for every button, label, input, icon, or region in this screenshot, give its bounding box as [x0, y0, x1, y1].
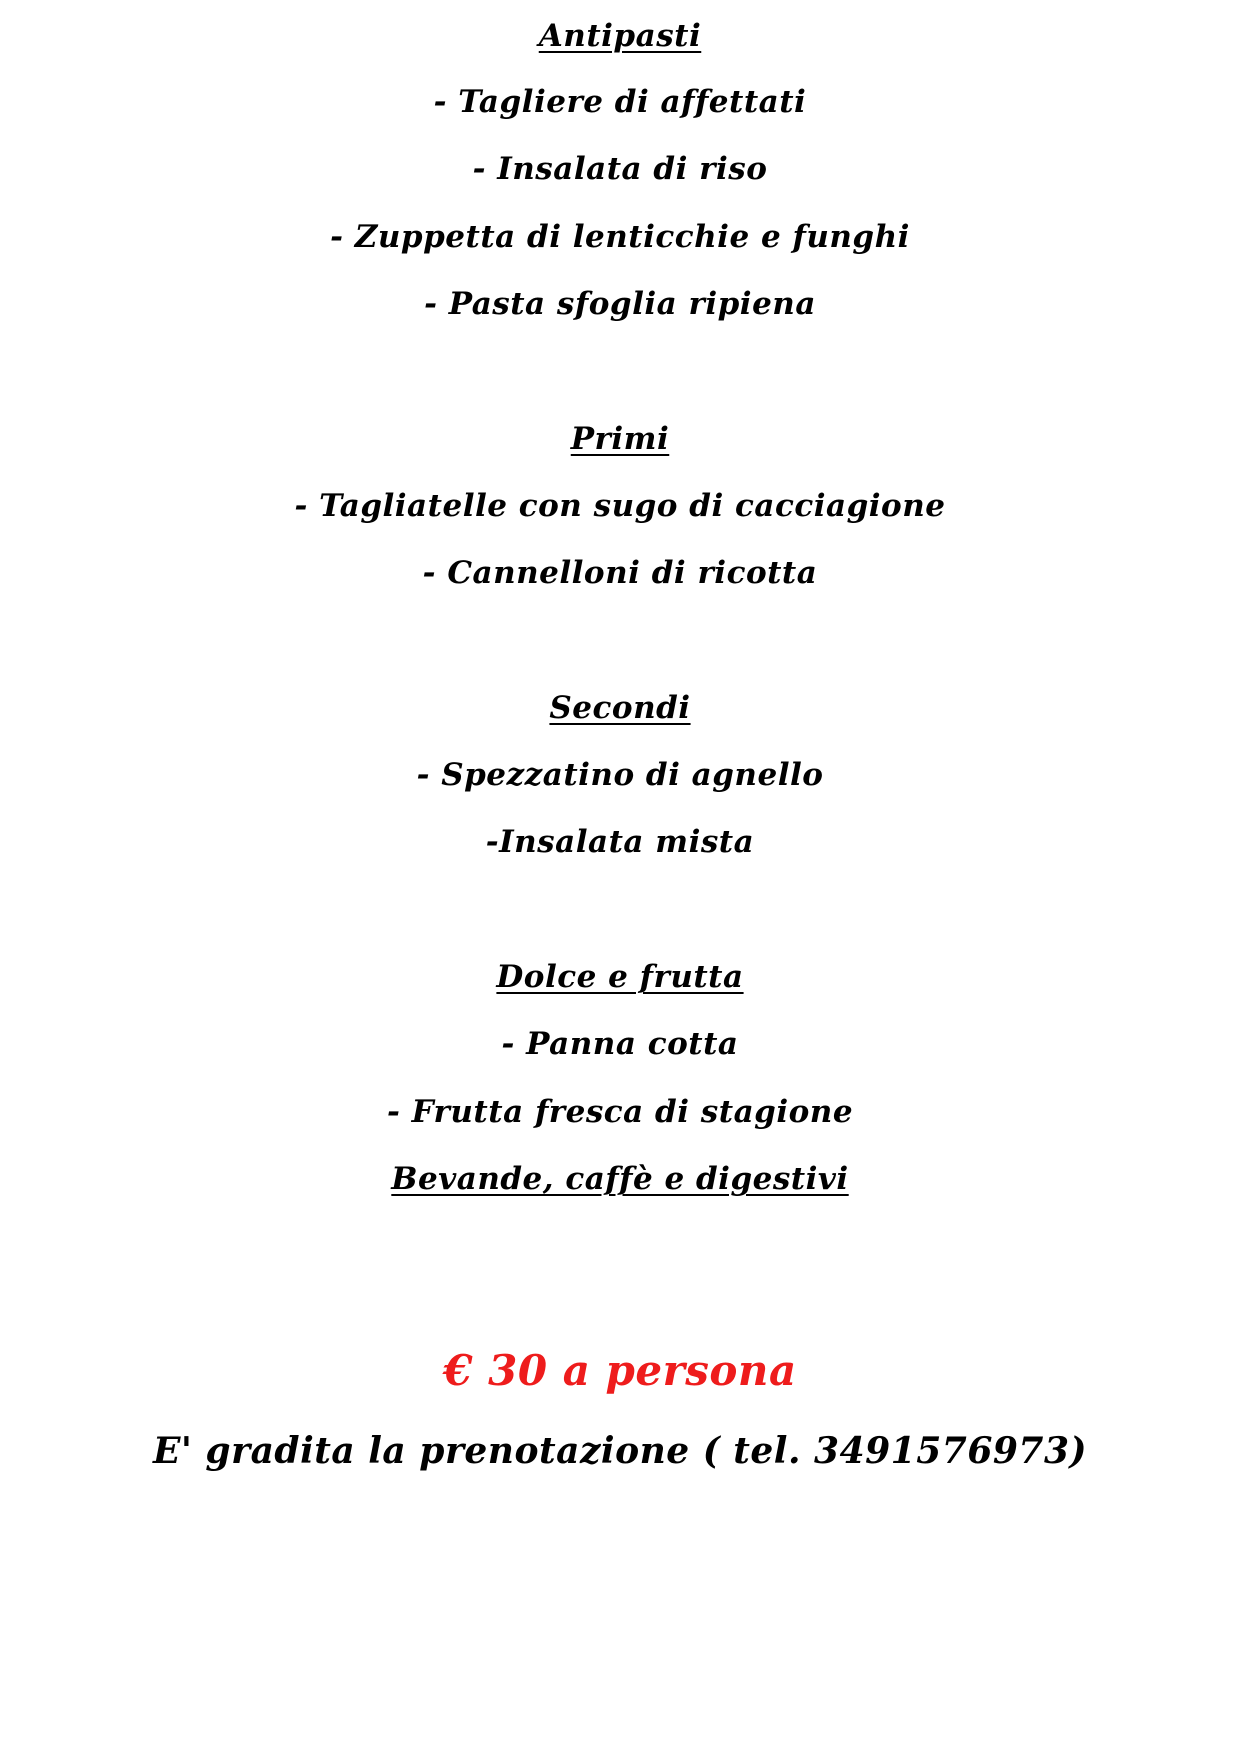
menu-item: - Tagliere di affettati	[433, 84, 807, 120]
heading-antipasti: Antipasti	[538, 18, 702, 54]
heading-primi: Primi	[570, 421, 670, 457]
menu-item: - Cannelloni di ricotta	[422, 555, 818, 591]
heading-secondi: Secondi	[549, 690, 691, 726]
menu-item: - Pasta sfoglia ripiena	[424, 286, 816, 322]
heading-bevande: Bevande, caffè e digestivi	[391, 1161, 849, 1197]
menu-item: - Spezzatino di agnello	[416, 757, 824, 793]
booking-note: E' gradita la prenotazione ( tel. 3491576973)	[152, 1430, 1088, 1472]
menu-item: - Panna cotta	[501, 1026, 739, 1062]
menu-item: - Zuppetta di lenticchie e funghi	[330, 219, 910, 255]
price-per-person: € 30 a persona	[443, 1346, 797, 1395]
menu-item: - Tagliatelle con sugo di cacciagione	[294, 488, 946, 524]
menu-item: - Insalata di riso	[472, 151, 768, 187]
heading-dolce-e-frutta: Dolce e frutta	[496, 959, 744, 995]
menu-item: -Insalata mista	[485, 824, 755, 860]
menu-item: - Frutta fresca di stagione	[386, 1094, 854, 1130]
